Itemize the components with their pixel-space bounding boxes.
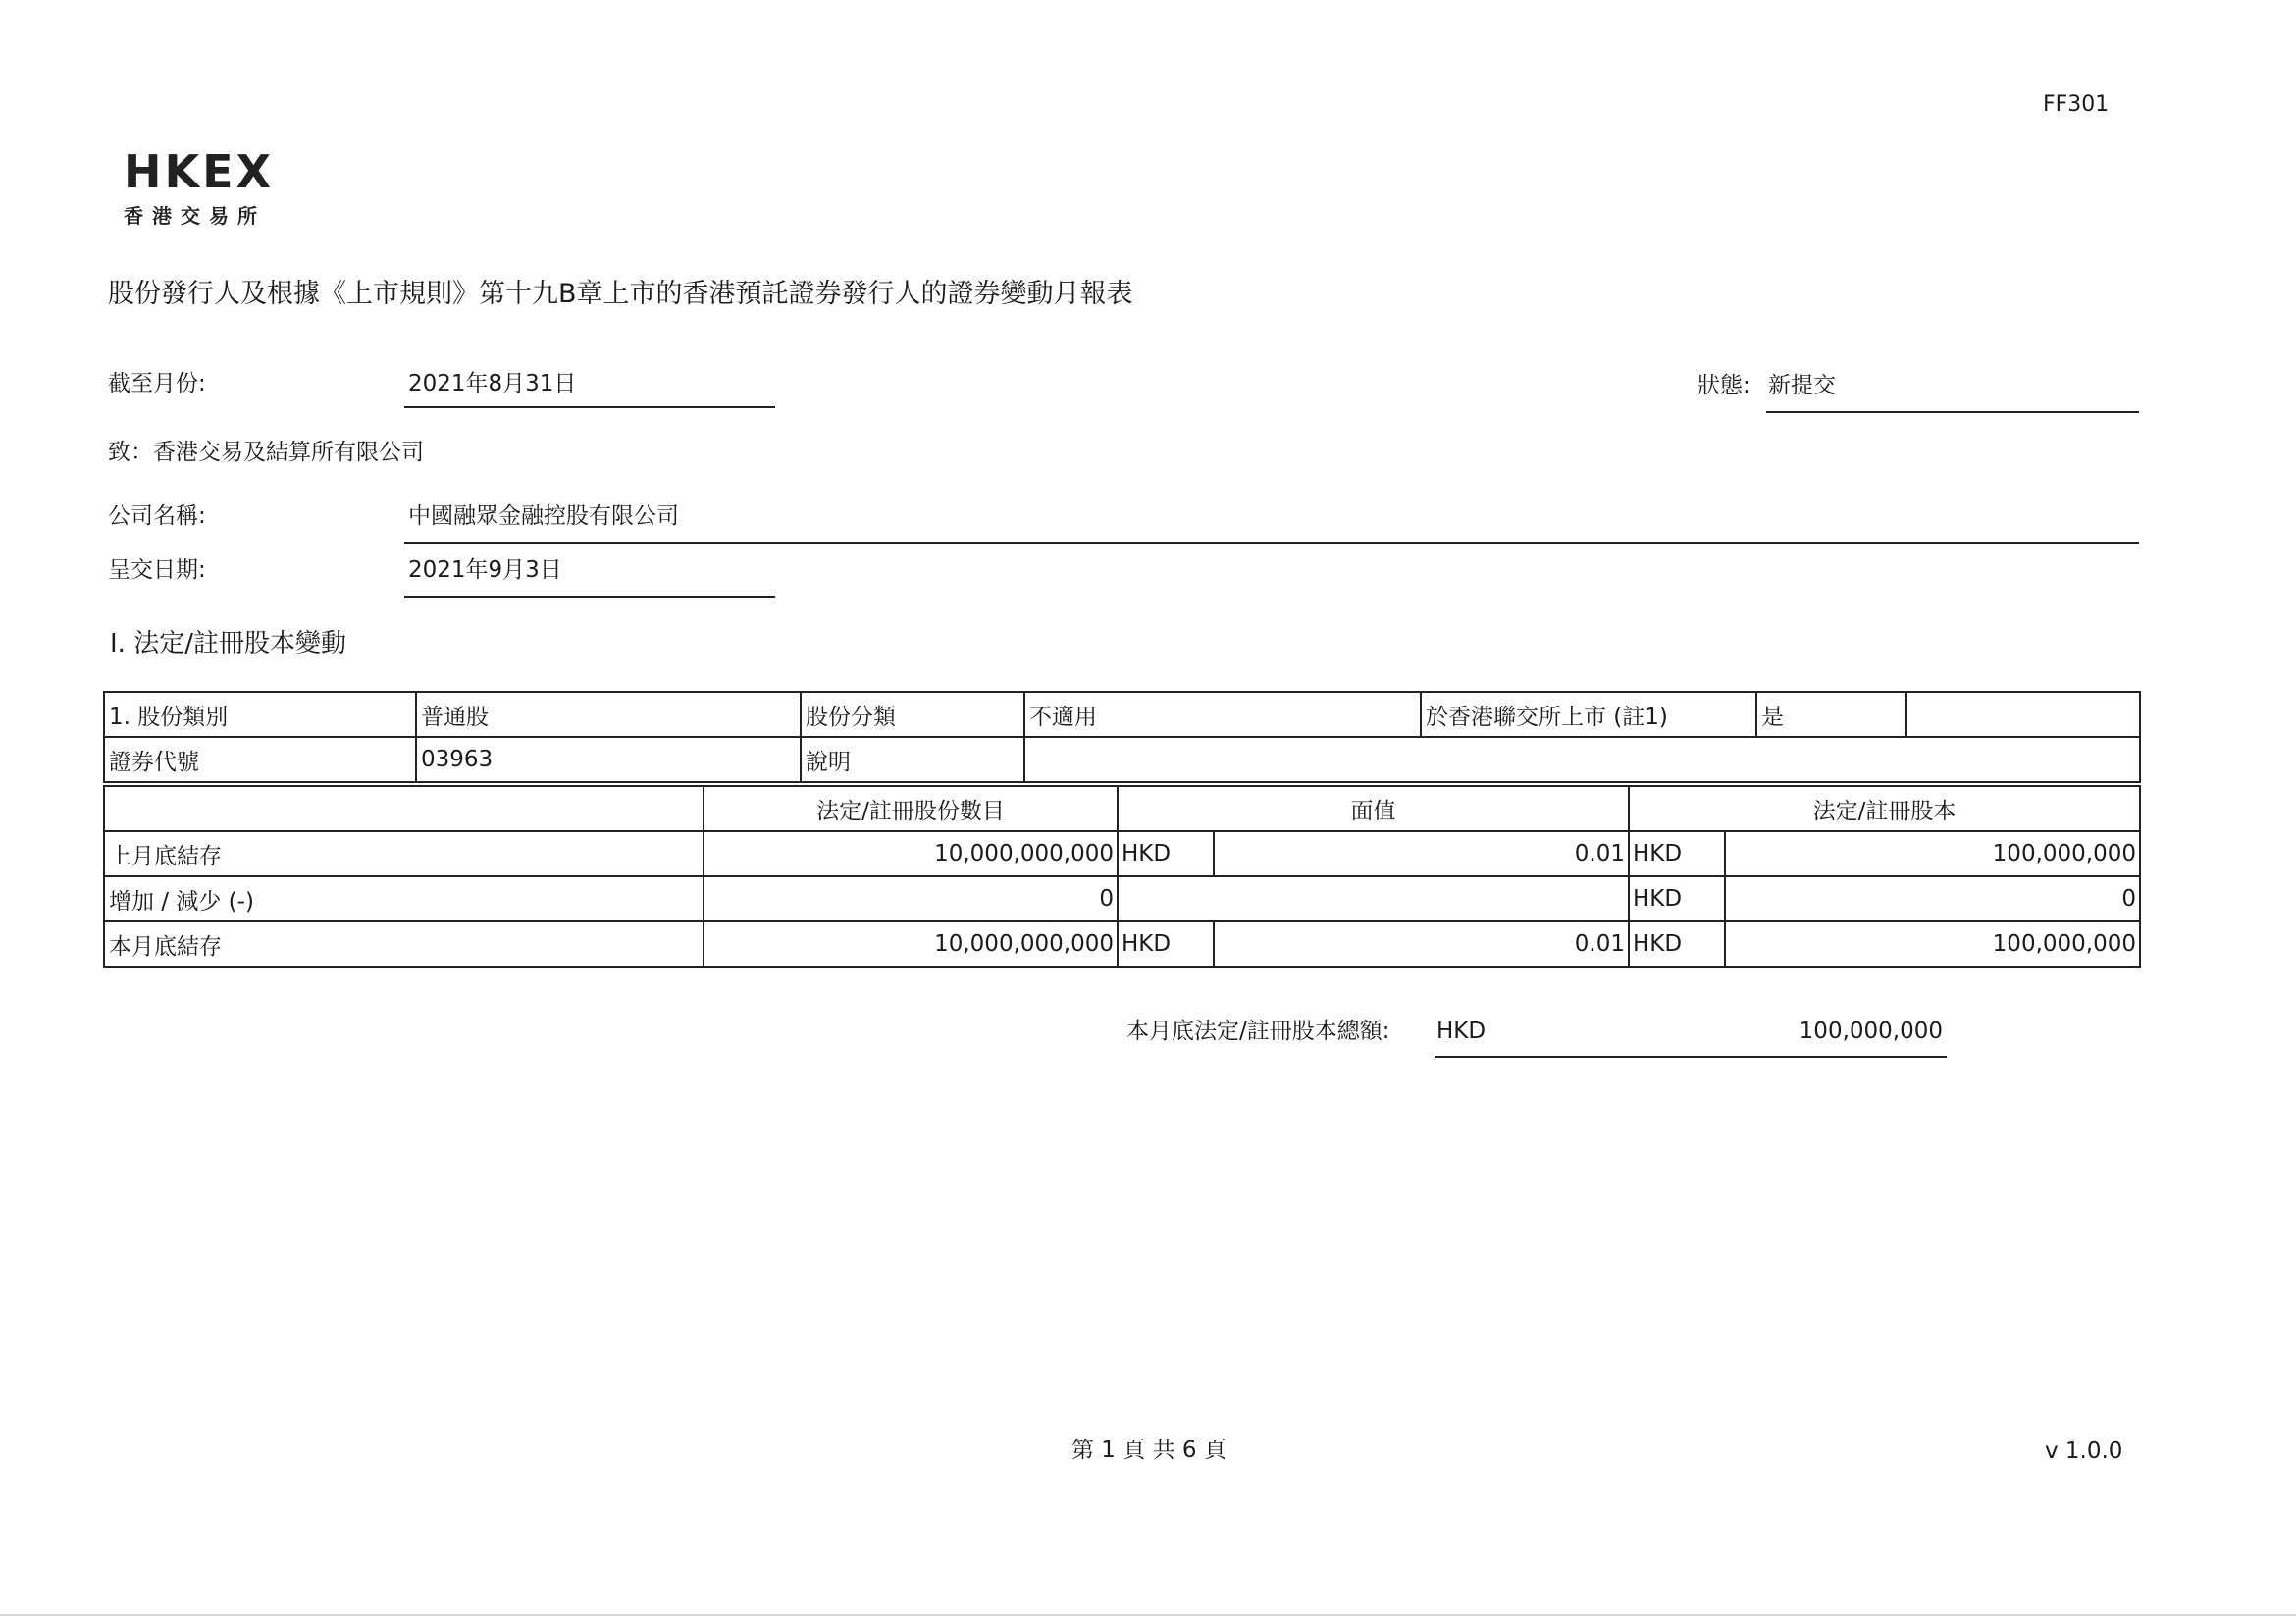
capital-currency: HKD [1629,876,1725,921]
capital-value: 0 [1725,876,2140,921]
section-heading: I. 法定/註冊股本變動 [110,629,346,658]
submission-date-label: 呈交日期: [108,557,206,583]
stock-code-label: 證券代號 [104,737,416,782]
shares-value: 10,000,000,000 [704,831,1118,876]
col-par-value: 面值 [1118,786,1629,831]
par-currency: HKD [1118,831,1214,876]
form-title: 股份發行人及根據《上市規則》第十九B章上市的香港預託證券發行人的證券變動月報表 [108,279,1133,309]
listed-value: 是 [1756,692,1906,737]
empty-cell [1906,692,2140,737]
description-label: 說明 [801,737,1024,782]
header-row [104,786,2140,831]
stock-code-value: 03963 [416,737,801,782]
capital-currency: HKD [1629,831,1725,876]
scan-edge [0,1614,2296,1616]
row-label: 本月底結存 [104,921,704,967]
period-value: 2021年8月31日 [408,371,577,396]
share-class-table [103,691,2141,783]
shares-value: 0 [704,876,1118,921]
submission-date-value: 2021年9月3日 [408,557,562,583]
company-underline [404,542,2139,544]
description-value [1024,737,2140,782]
stock-code-row [104,737,2140,782]
row-label: 增加 / 減少 (-) [104,876,704,921]
share-class-value: 普通股 [416,692,801,737]
col-shares: 法定/註冊股份數目 [704,786,1118,831]
status-label: 狀態: [1697,373,1750,398]
par-value: 0.01 [1214,831,1629,876]
col-capital: 法定/註冊股本 [1629,786,2140,831]
addressee-line: 致：香港交易及結算所有限公司 [108,440,424,465]
share-category-label: 股份分類 [801,692,1024,737]
share-class-label: 1. 股份類別 [104,692,416,737]
form-version: v 1.0.0 [2045,1439,2123,1464]
total-underline [1435,1056,1947,1058]
company-label: 公司名稱: [108,503,206,529]
row-label: 上月底結存 [104,831,704,876]
date-underline [404,596,775,598]
status-underline [1766,411,2139,413]
capital-value: 100,000,000 [1725,831,2140,876]
logo-subtitle: 香港交易所 [124,204,266,228]
period-underline [404,406,775,408]
table-row [104,831,2140,876]
capital-currency: HKD [1629,921,1725,967]
total-value: 100,000,000 [1799,1019,1943,1044]
capital-value: 100,000,000 [1725,921,2140,967]
form-code: FF301 [2043,92,2110,117]
hkex-logo [124,145,274,229]
listed-label: 於香港聯交所上市 (註1) [1421,692,1756,737]
share-category-value: 不適用 [1024,692,1421,737]
par-value: 0.01 [1214,921,1629,967]
table-row [104,876,2140,921]
par-blank [1118,876,1629,921]
logo-wordmark: HKEX [124,145,275,198]
period-label: 截至月份: [108,371,206,396]
capital-movement-table [103,785,2141,968]
par-currency: HKD [1118,921,1214,967]
total-label: 本月底法定/註冊股本總額: [1126,1019,1390,1044]
company-name: 中國融眾金融控股有限公司 [408,503,679,529]
shares-value: 10,000,000,000 [704,921,1118,967]
share-class-row [104,692,2140,737]
page-number: 第 1 頁 共 6 頁 [1071,1438,1226,1463]
total-currency: HKD [1436,1019,1487,1044]
table-row [104,921,2140,967]
header-blank [104,786,704,831]
status-value: 新提交 [1768,373,1836,398]
